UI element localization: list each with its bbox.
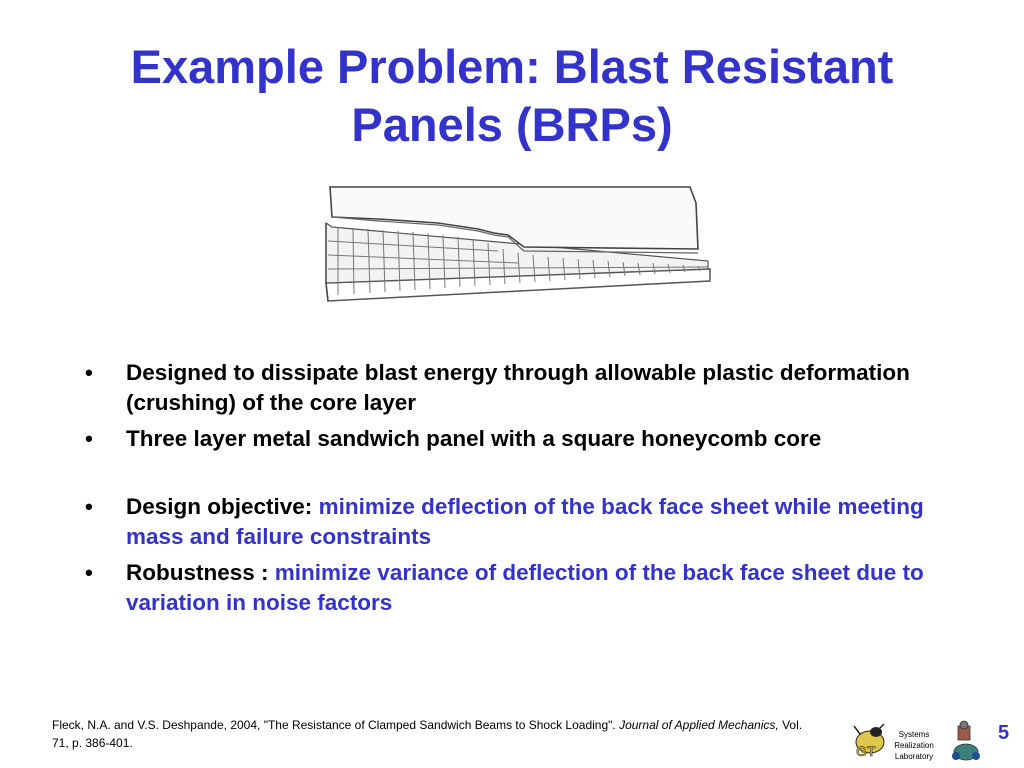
sandwich-panel-illustration xyxy=(318,183,718,305)
bullet-highlight: minimize variance of deflection of the back face sheet due to variation in noise factors xyxy=(126,560,924,615)
lab-name xyxy=(888,729,940,762)
bullet-item xyxy=(85,558,965,618)
slide-title xyxy=(0,38,1024,154)
slide-title-line-2: Panels (BRPs) xyxy=(351,98,673,151)
srl-mascot-logo xyxy=(952,721,980,760)
bullet-label: Robustness : xyxy=(126,560,269,585)
bullet-highlight: minimize deflection of the back face sheet while meeting mass and failure constraints xyxy=(126,494,924,549)
bullet-item xyxy=(85,424,965,454)
reference-authors-title: Fleck, N.A. and V.S. Deshpande, 2004, "The Resistance of Clamped Sandwich Beams to Shock Loading". xyxy=(52,718,616,732)
page-number: 5 xyxy=(998,722,1010,744)
reference-journal: Journal of Applied Mechanics, xyxy=(619,718,779,732)
bullet-label: Design objective: xyxy=(126,494,313,519)
lab-name-line-2: Realization xyxy=(894,741,934,750)
bullet-marker: • xyxy=(85,560,93,585)
slide-title-line-1: Example Problem: Blast Resistant xyxy=(130,40,894,93)
georgia-tech-buzz-logo xyxy=(854,724,884,759)
lab-name-line-1: Systems xyxy=(898,730,930,739)
bullet-text: Designed to dissipate blast energy through allowable plastic deformation (crushing) of the core layer xyxy=(126,360,910,415)
bullet-list xyxy=(85,358,965,624)
reference-details: Vol. 71, p. 386-401. xyxy=(52,718,803,750)
bullet-marker: • xyxy=(85,494,93,519)
bullet-text: Three layer metal sandwich panel with a square honeycomb core xyxy=(126,426,822,451)
bullet-marker: • xyxy=(85,360,93,385)
reference-citation xyxy=(52,716,812,752)
lab-name-line-3: Laboratory xyxy=(894,752,934,761)
bullet-item xyxy=(85,492,965,552)
bullet-item xyxy=(85,358,965,418)
bullet-marker: • xyxy=(85,426,93,451)
gt-logo-text: GT xyxy=(856,743,876,759)
